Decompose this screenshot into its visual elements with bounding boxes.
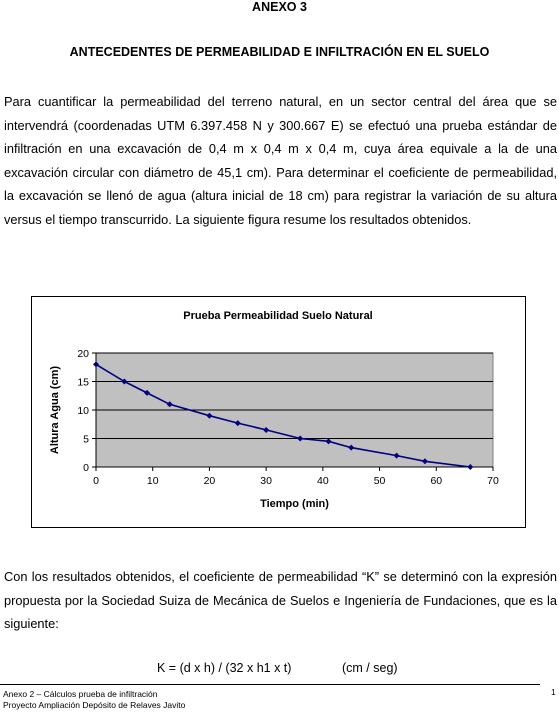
footer-annex: Anexo 2 – Cálculos prueba de infiltración bbox=[3, 689, 158, 699]
y-tick-label: 10 bbox=[77, 405, 89, 417]
y-tick-labels bbox=[77, 348, 96, 474]
formula-expression: K = (d x h) / (32 x h1 x t) bbox=[157, 661, 292, 675]
page-number: 1 bbox=[551, 687, 556, 697]
chart-canvas bbox=[32, 297, 525, 527]
x-tick-label: 20 bbox=[203, 475, 216, 487]
intro-paragraph: Para cuantificar la permeabilidad del terreno natural, en un sector central del área que se intervendrá (coordenadas UTM 6.397.458 N y 300.667 E) se efectuó una prueba estándar de infiltración en una excavación de 0,4 m x 0,4 m x 0,4 m, cuya área equivale a la de una excavación circular con diámetro de 45,1 cm). Para determinar el coeficiente de permeabilidad, la excavación se llenó de agua (altura inicial de 18 cm) para registrar la variación de su altura versus el tiempo transcurrido. La siguiente figura resume los resultados obtenidos. bbox=[4, 94, 557, 227]
footer-project: Proyecto Ampliación Depósito de Relaves Javito bbox=[3, 700, 186, 710]
formula-unit: (cm / seg) bbox=[342, 661, 398, 675]
x-tick-label: 50 bbox=[373, 475, 386, 487]
y-tick-label: 15 bbox=[77, 376, 89, 389]
y-tick-label: 20 bbox=[77, 348, 89, 360]
section-title: ANTECEDENTES DE PERMEABILIDAD E INFILTRACIÓN EN EL SUELO bbox=[69, 45, 490, 59]
x-tick-label: 40 bbox=[317, 475, 329, 487]
x-tick-label: 60 bbox=[430, 475, 443, 487]
annex-title: ANEXO 3 bbox=[252, 0, 307, 14]
x-tick-label: 10 bbox=[146, 475, 159, 487]
permeability-chart bbox=[31, 296, 526, 528]
x-tick-label: 70 bbox=[487, 475, 499, 487]
y-tick-label: 0 bbox=[83, 462, 89, 474]
results-paragraph: Con los resultados obtenidos, el coeficiente de permeabilidad “K” se determinó con la expresión propuesta por la Sociedad Suiza de Mecánica de Suelos e Ingeniería de Fundaciones, que es la siguiente: bbox=[4, 569, 557, 631]
y-axis-label: Altura Agua (cm) bbox=[49, 365, 61, 455]
x-tick-label: 30 bbox=[260, 475, 272, 487]
y-tick-label: 5 bbox=[83, 433, 89, 446]
chart-title: Prueba Permeabilidad Suelo Natural bbox=[183, 310, 373, 322]
x-tick-labels bbox=[93, 467, 499, 487]
x-tick-label: 0 bbox=[93, 475, 99, 487]
footer-divider bbox=[0, 684, 540, 685]
x-axis-label: Tiempo (min) bbox=[260, 498, 329, 510]
